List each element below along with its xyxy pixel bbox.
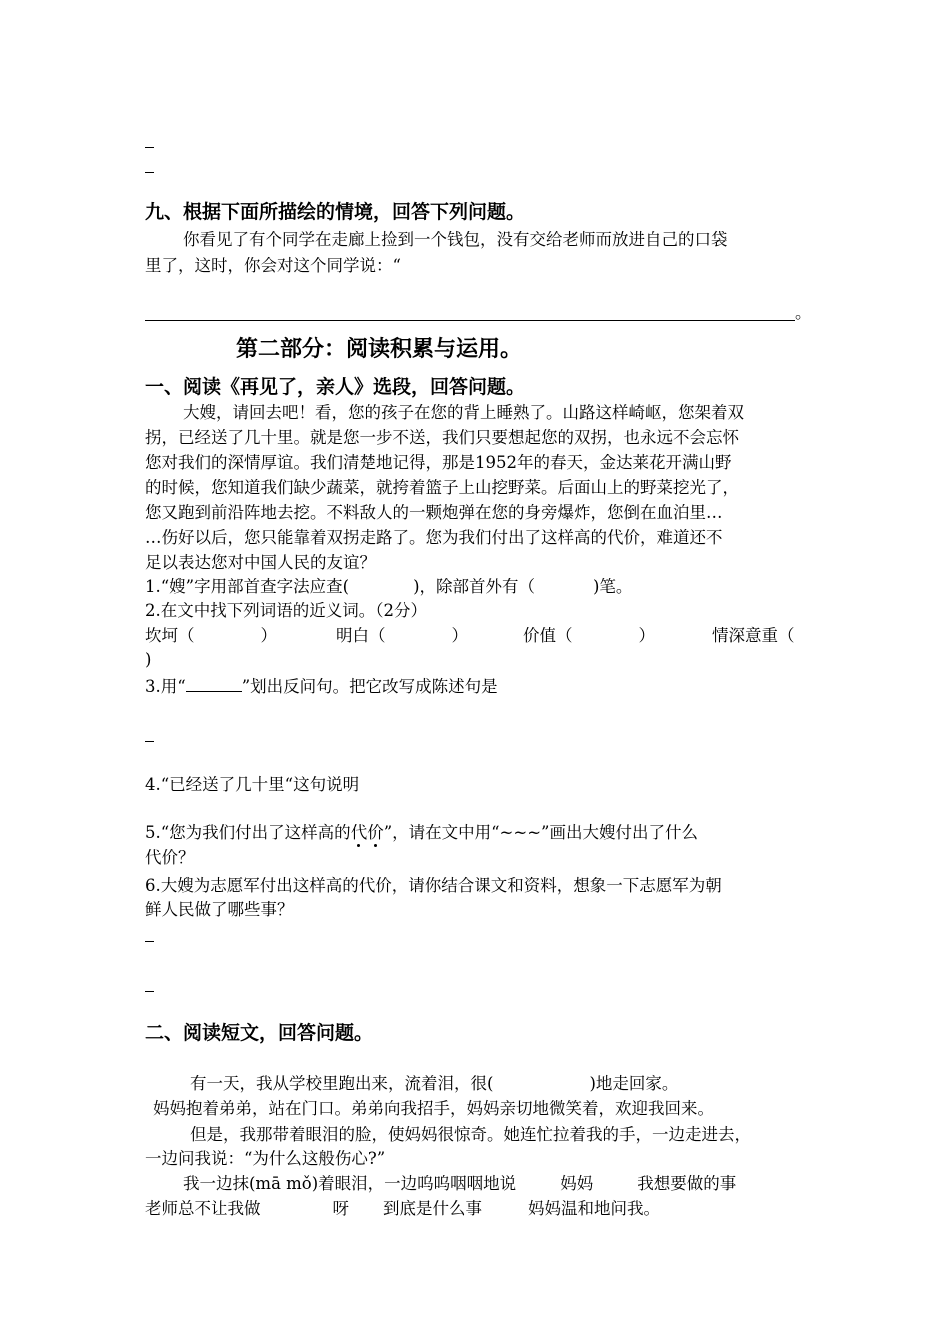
question-6-cont: 鲜人民做了哪些事？ <box>145 900 294 919</box>
q9-line1: 你看见了有个同学在走廊上捡到一个钱包，没有交给老师而放进自己的口袋 <box>183 230 728 249</box>
q2-word-4-close: ) <box>145 650 152 669</box>
q5-emphasis-char: 代 <box>350 823 368 842</box>
question-1 <box>145 575 632 599</box>
q9-title: 九、根据下面所描绘的情境，回答下列问题。 <box>145 201 526 223</box>
sec2-title: 二、阅读短文，回答问题。 <box>145 1022 374 1044</box>
question-5-cont: 代价？ <box>145 848 195 867</box>
q1-text-a: 1.“嫂”字用部首查字法应查( <box>145 577 350 596</box>
sec1-title: 一、阅读《再见了，亲人》选段，回答问题。 <box>145 376 526 398</box>
answer-line-mark <box>145 147 154 148</box>
passage-line: 您又跑到前沿阵地去挖。不料敌人的一颗炮弹在您的身旁爆炸，您倒在血泊里… <box>145 503 723 522</box>
question-2: 2.在文中找下列词语的近义词。（2分） <box>145 601 427 620</box>
sec2-line-4: 一边问我说：“为什么这般伤心?” <box>145 1149 386 1168</box>
sec2-line-6: 老师总不让我做 呀 到底是什么事 妈妈温和地问我。 <box>145 1199 660 1218</box>
passage-line: …伤好以后，您只能靠着双拐走路了。您为我们付出了这样高的代价，难道还不 <box>145 528 723 547</box>
q9-answer-line[interactable] <box>145 320 795 321</box>
question-6: 6.大嫂为志愿军付出这样高的代价，请你结合课文和资料，想象一下志愿军为朝 <box>145 876 722 895</box>
q2-word-2: 明白（ ） <box>336 626 468 645</box>
q2-word-3: 价值（ ） <box>523 626 655 645</box>
answer-line-mark <box>145 941 154 942</box>
q2-word-4: 情深意重（ <box>712 626 795 645</box>
q1-text-b: )，除部首外有（ <box>413 577 535 596</box>
question-5: 5.“您为我们付出了这样高的代价”，请在文中用“~~~”画出大嫂付出了什么 <box>145 823 698 842</box>
passage-line: 的时候，您知道我们缺少蔬菜，就挎着篮子上山挖野菜。后面山上的野菜挖光了， <box>145 478 739 497</box>
answer-line-mark <box>145 741 154 742</box>
answer-line-mark <box>145 172 154 173</box>
passage-line: 大嫂，请回去吧！看，您的孩子在您的背上睡熟了。山路这样崎岖，您架着双 <box>183 403 744 422</box>
question-4: 4.“已经送了几十里“这句说明 <box>145 775 360 794</box>
passage-line: 拐，已经送了几十里。就是您一步不送，我们只要想起您的双拐，也永远不会忘怀 <box>145 428 739 447</box>
q2-word-1: 坎坷（ ） <box>145 626 277 645</box>
q9-end-mark: 。 <box>795 303 812 322</box>
q5-emphasis-char: 价 <box>367 823 384 842</box>
question-3: 3.用“ ”划出反问句。把它改写成陈述句是 <box>145 677 498 696</box>
q3-underline-sample <box>186 677 242 692</box>
passage-line: 您对我们的深情厚谊。我们清楚地记得，那是1952年的春天，金达莱花开满山野 <box>145 453 732 472</box>
sec2-line-3: 但是，我那带着眼泪的脸，使妈妈很惊奇。她连忙拉着我的手，一边走进去， <box>190 1125 751 1144</box>
sec2-line-5: 我一边抹(mā mǒ)着眼泪，一边呜呜咽咽地说 妈妈 我想要做的事 <box>183 1174 737 1193</box>
sec2-line-2: 妈妈抱着弟弟，站在门口。弟弟向我招手，妈妈亲切地微笑着，欢迎我回来。 <box>153 1099 714 1118</box>
q1-text-c: )笔。 <box>593 577 633 596</box>
passage-line: 足以表达您对中国人民的友谊？ <box>145 553 376 572</box>
answer-line-mark <box>145 991 154 992</box>
part2-title: 第二部分：阅读积累与运用。 <box>236 337 523 362</box>
q9-line2: 里了，这时，你会对这个同学说：“ <box>145 256 401 275</box>
sec2-line-1: 有一天，我从学校里跑出来，流着泪，很( )地走回家。 <box>190 1074 679 1093</box>
